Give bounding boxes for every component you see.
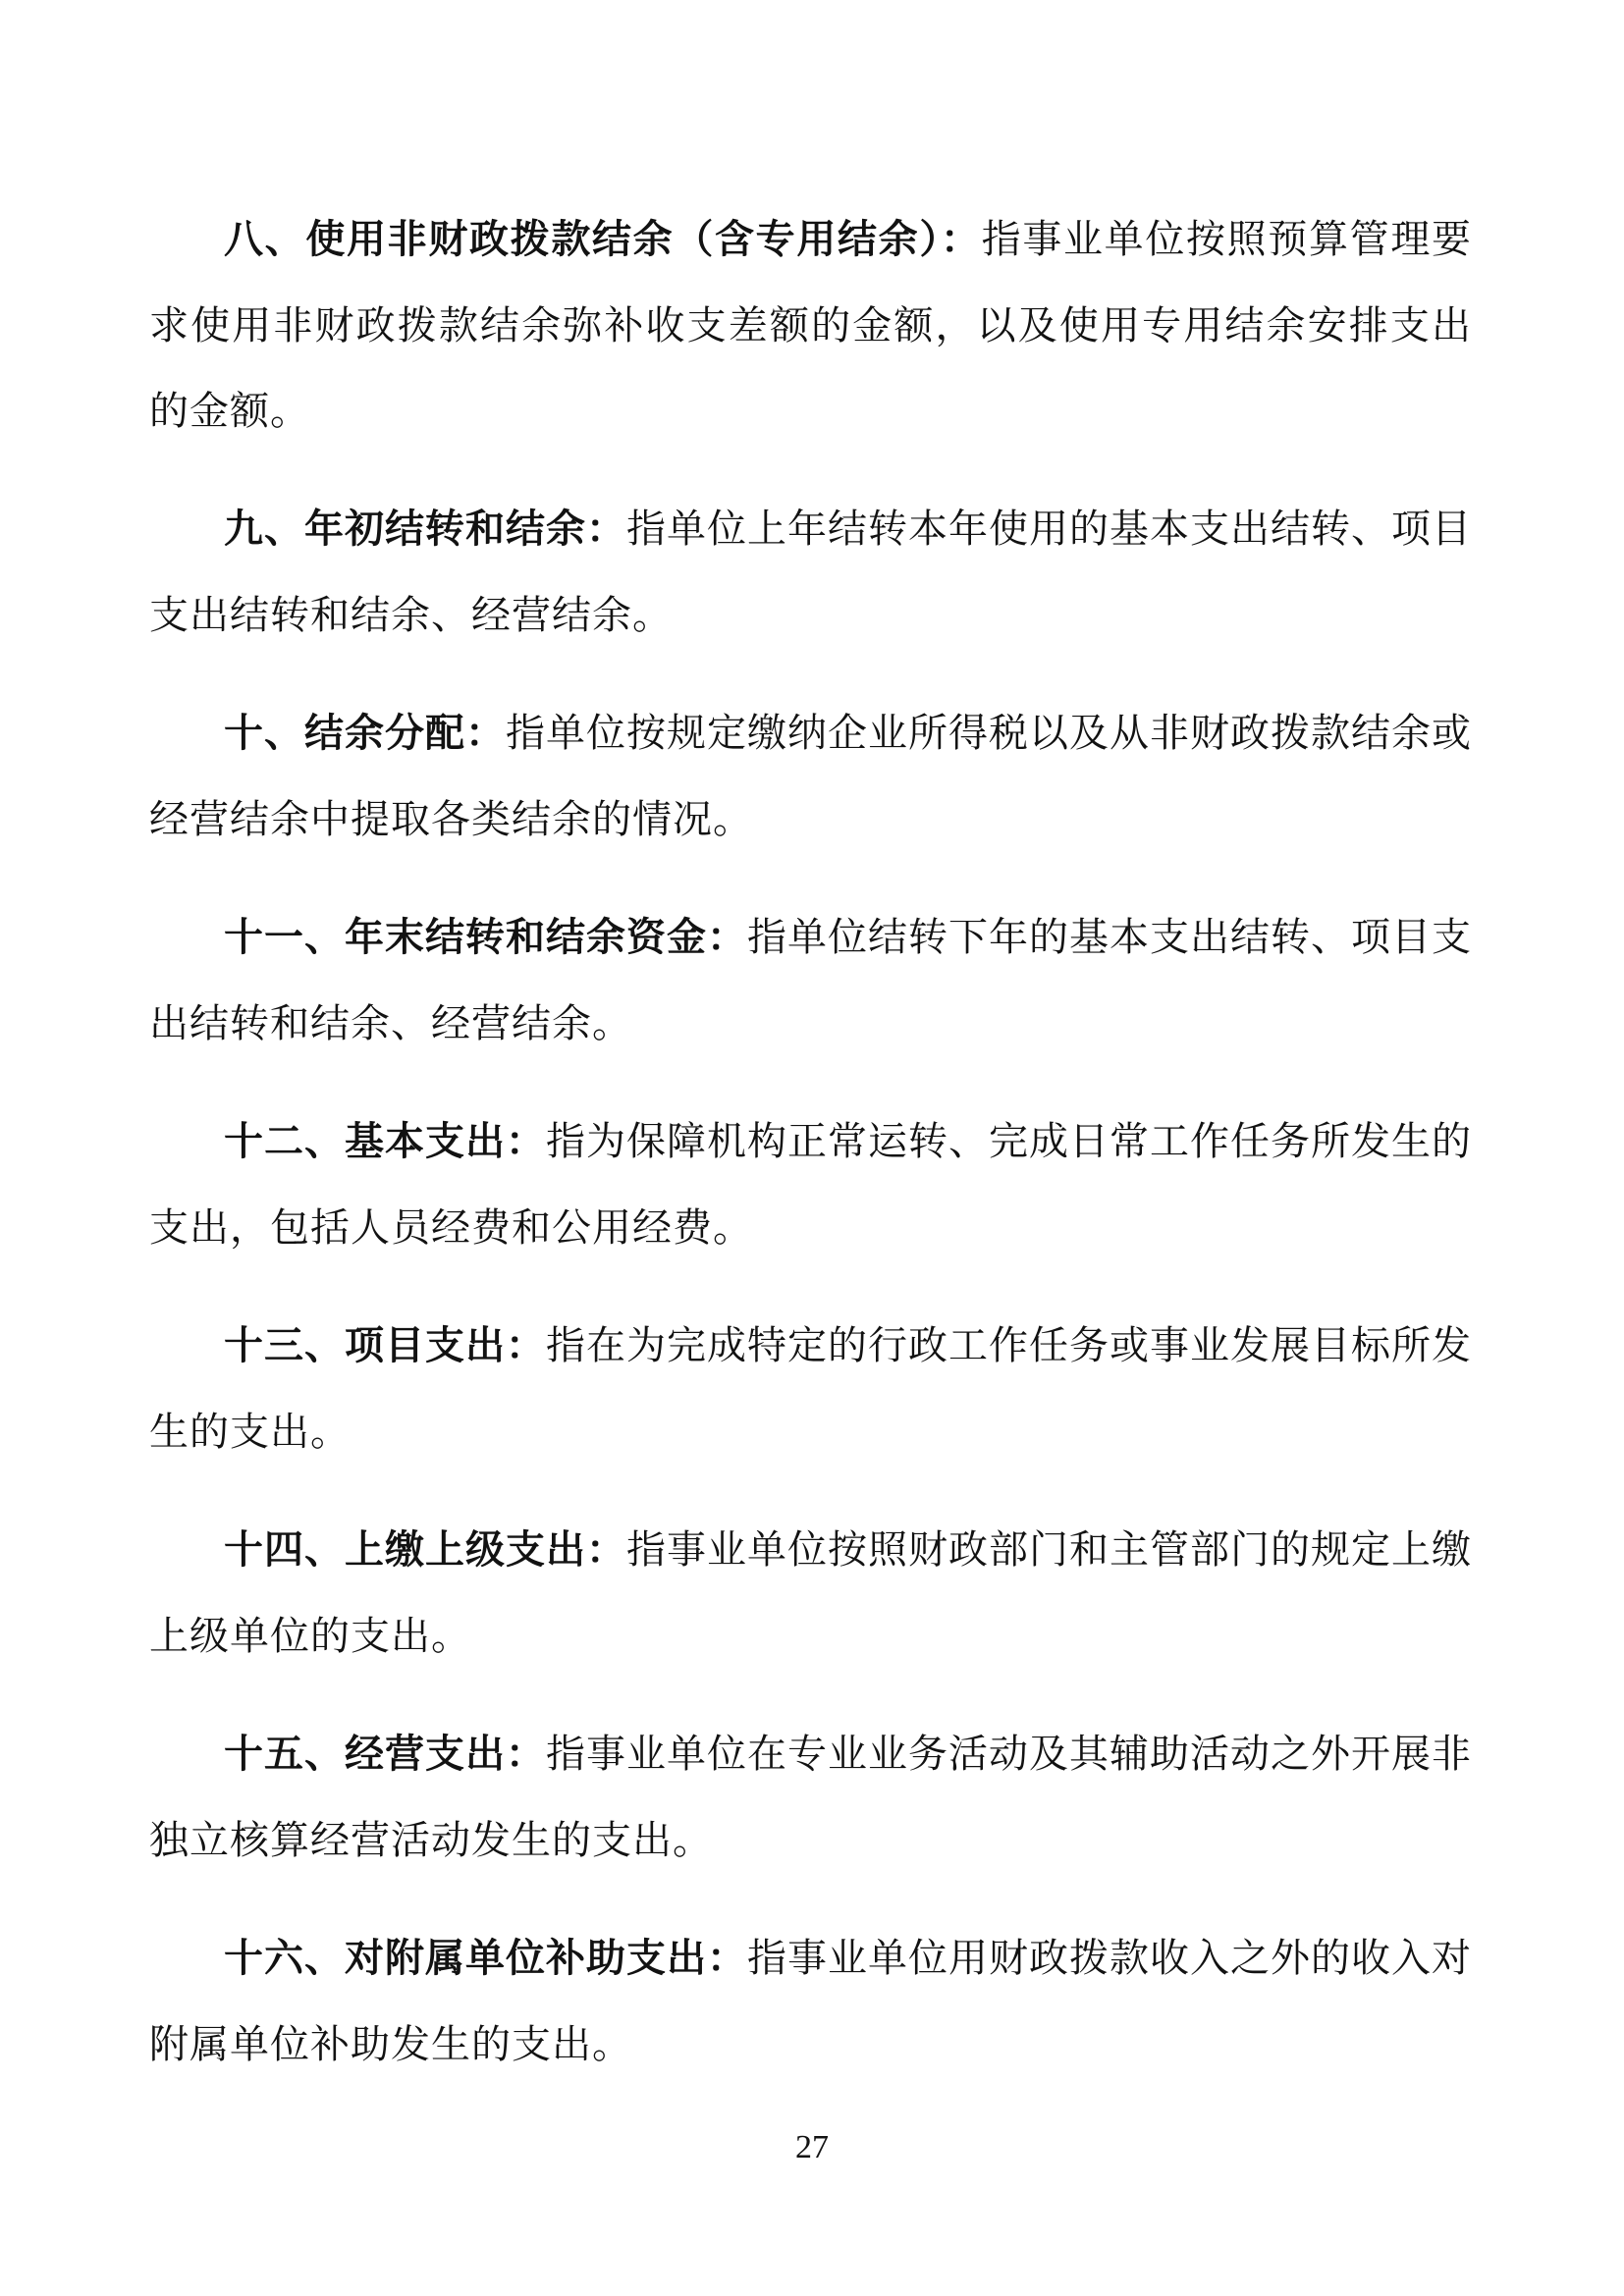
- definition-term: 十、结余分配：: [224, 712, 506, 755]
- definition-paragraph: [149, 1711, 1472, 1883]
- definition-term: 九、年初结转和结余：: [224, 507, 626, 551]
- definition-paragraph: [149, 1098, 1472, 1270]
- definition-body: 指单位按规定缴纳企业所得税以及从非财政拨款结余或经营结余中提取各类结余的情况。: [149, 711, 1472, 841]
- definition-paragraph: [149, 1915, 1472, 2087]
- definition-term: 十一、年末结转和结余资金：: [224, 916, 747, 959]
- definition-body: 指单位结转下年的基本支出结转、项目支出结转和结余、经营结余。: [149, 915, 1472, 1045]
- page-number: 27: [795, 2129, 829, 2165]
- definition-paragraph: [149, 1303, 1472, 1474]
- definition-body: 指事业单位按照财政部门和主管部门的规定上缴上级单位的支出。: [149, 1527, 1472, 1658]
- definition-paragraph: [149, 690, 1472, 862]
- definition-body: 指为保障机构正常运转、完成日常工作任务所发生的支出，包括人员经费和公用经费。: [149, 1119, 1472, 1250]
- definition-term: 八、使用非财政拨款结余（含专用结余）：: [224, 218, 982, 261]
- definition-body: 指单位上年结转本年使用的基本支出结转、项目支出结转和结余、经营结余。: [149, 507, 1472, 637]
- definition-term: 十二、基本支出：: [224, 1120, 546, 1163]
- definition-term: 十五、经营支出：: [224, 1733, 546, 1776]
- definition-body: 指事业单位在专业业务活动及其辅助活动之外开展非独立核算经营活动发生的支出。: [149, 1732, 1472, 1862]
- definition-body: 指事业单位用财政拨款收入之外的收入对附属单位补助发生的支出。: [149, 1936, 1472, 2066]
- definition-body: 指事业单位按照预算管理要求使用非财政拨款结余弥补收支差额的金额，以及使用专用结余安排支出的金额。: [149, 217, 1473, 433]
- definition-paragraph: [149, 894, 1472, 1066]
- definition-paragraph: [149, 1507, 1472, 1679]
- definition-paragraph: [149, 196, 1472, 454]
- definition-term: 十六、对附属单位补助支出：: [224, 1937, 747, 1980]
- definition-paragraph: [149, 486, 1472, 658]
- definition-body: 指在为完成特定的行政工作任务或事业发展目标所发生的支出。: [149, 1323, 1472, 1454]
- definition-term: 十四、上缴上级支出：: [224, 1528, 626, 1572]
- definition-term: 十三、项目支出：: [224, 1324, 546, 1367]
